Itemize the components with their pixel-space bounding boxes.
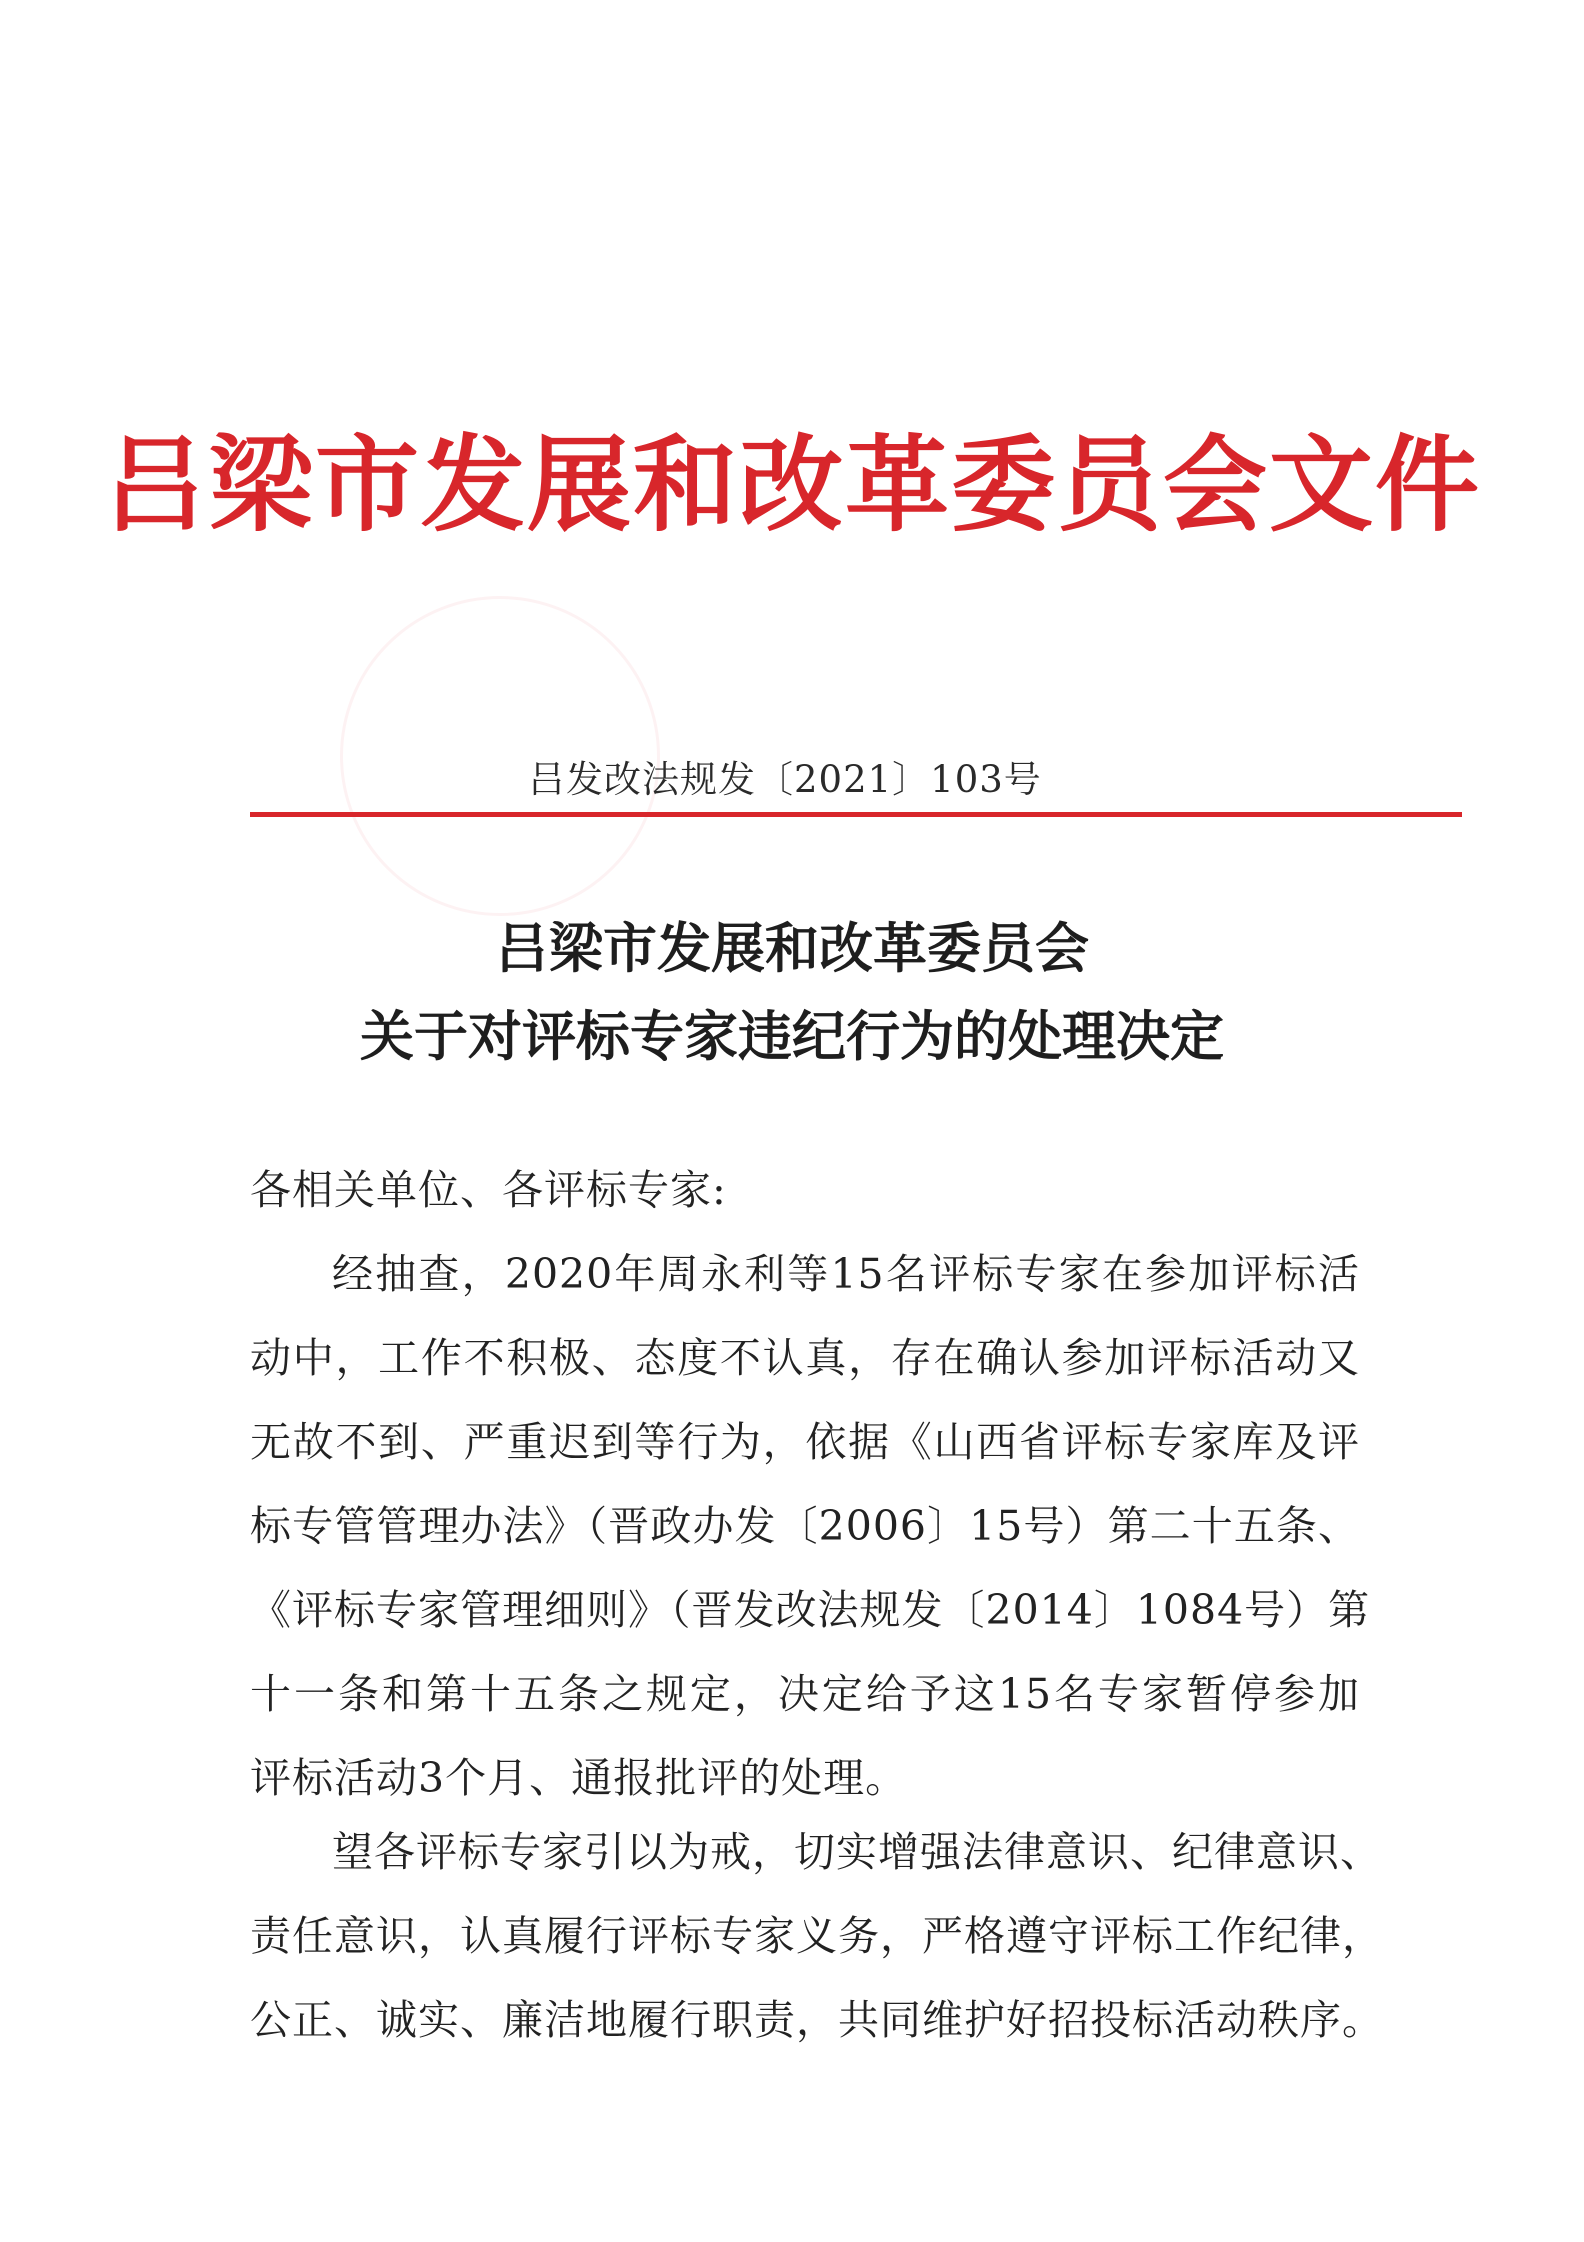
paragraph-line: 无故不到、严重迟到等行为，依据《山西省评标专家库及评 bbox=[250, 1418, 1360, 1466]
paragraph-line: 十一条和第十五条之规定，决定给予这15名专家暂停参加 bbox=[250, 1670, 1360, 1718]
document-title-line-2: 关于对评标专家违纪行为的处理决定 bbox=[360, 1004, 1224, 1068]
paragraph-line: 责任意识，认真履行评标专家义务，严格遵守评标工作纪律， bbox=[250, 1912, 1384, 1960]
paragraph-line: 《评标专家管理细则》（晋发改法规发〔2014〕1084号）第 bbox=[250, 1586, 1371, 1634]
paragraph-line: 经抽查，2020年周永利等15名评标专家在参加评标活 bbox=[332, 1250, 1360, 1298]
salutation: 各相关单位、各评标专家: bbox=[250, 1166, 727, 1214]
paragraph-line: 标专管管理办法》（晋政办发〔2006〕15号）第二十五条、 bbox=[250, 1502, 1360, 1550]
body-paragraph-1 bbox=[250, 1232, 1371, 1820]
document-number: 吕发改法规发〔2021〕103号 bbox=[528, 758, 1042, 801]
paragraph-line: 动中，工作不积极、态度不认真，存在确认参加评标活动又 bbox=[250, 1334, 1360, 1382]
document-title-line-1: 吕梁市发展和改革委员会 bbox=[495, 916, 1089, 980]
paragraph-line: 望各评标专家引以为戒，切实增强法律意识、纪律意识、 bbox=[332, 1828, 1382, 1876]
body-paragraph-2 bbox=[250, 1810, 1384, 2062]
paragraph-line: 公正、诚实、廉洁地履行职责，共同维护好招投标活动秩序。 bbox=[250, 1996, 1384, 2044]
agency-header-title: 吕梁市发展和改革委员会文件 bbox=[102, 423, 1481, 546]
paragraph-line: 评标活动3个月、通报批评的处理。 bbox=[250, 1754, 908, 1802]
red-divider-line bbox=[250, 812, 1462, 817]
